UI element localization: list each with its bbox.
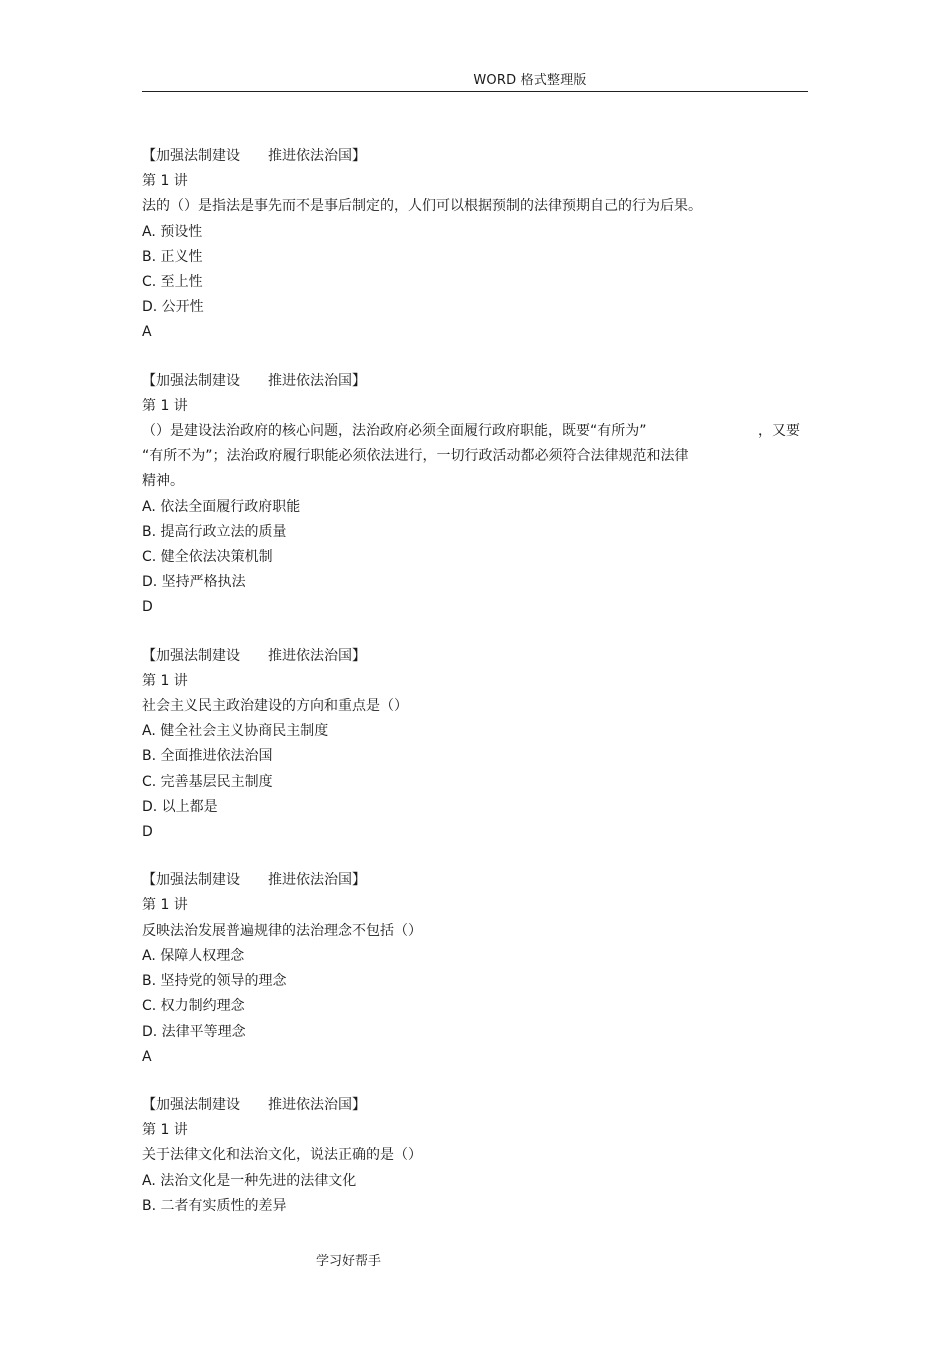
lecture-label: 第 1 讲 [142, 897, 188, 914]
category-label-tail: 推进依法治国】 [268, 872, 366, 889]
question-stem-line-2: “有所不为”；法治政府履行职能必须依法进行，一切行政活动都必须符合法律规范和法律 [142, 448, 689, 465]
option-c: C. 至上性 [142, 274, 203, 291]
option-a: A. 法治文化是一种先进的法律文化 [142, 1172, 357, 1189]
category-label-tail: 推进依法治国】 [268, 647, 366, 664]
question-stem: 法的（）是指法是事先而不是事后制定的，人们可以根据预制的法律预期自己的行为后果。 [142, 198, 702, 215]
header-divider [142, 91, 808, 92]
option-c: C. 权力制约理念 [142, 998, 245, 1015]
option-d: D. 坚持严格执法 [142, 574, 246, 591]
question-stem-part: （）是建设法治政府的核心问题，法治政府必须全面履行政府职能，既要“有所为” [142, 423, 647, 440]
category-label: 【加强法制建设 [142, 148, 240, 164]
option-b: B. 提高行政立法的质量 [142, 523, 287, 540]
option-c: C. 健全依法决策机制 [142, 549, 273, 566]
option-d: D. 以上都是 [142, 798, 218, 815]
lecture-label: 第 1 讲 [142, 672, 188, 689]
page-footer-text: 学习好帮手 [316, 1254, 382, 1269]
option-b: B. 全面推进依法治国 [142, 748, 273, 765]
question-block [142, 868, 808, 1070]
page-header-title: WORD 格式整理版 [473, 73, 587, 88]
lecture-label: 第 1 讲 [142, 1122, 188, 1139]
category-line [142, 1093, 808, 1118]
category-label-tail: 推进依法治国】 [268, 148, 366, 164]
category-line [142, 369, 808, 394]
question-stem: 反映法治发展普遍规律的法治理念不包括（） [142, 922, 422, 939]
question-stem: 关于法律文化和法治文化，说法正确的是（） [142, 1147, 422, 1164]
option-b: B. 正义性 [142, 248, 203, 265]
question-block [142, 144, 808, 346]
category-label: 【加强法制建设 [142, 372, 240, 389]
category-label: 【加强法制建设 [142, 647, 240, 664]
question-block [142, 644, 808, 846]
answer: A [142, 1048, 152, 1065]
question-stem: 社会主义民主政治建设的方向和重点是（） [142, 698, 408, 715]
option-a: A. 依法全面履行政府职能 [142, 498, 301, 515]
lecture-label: 第 1 讲 [142, 173, 188, 190]
category-label: 【加强法制建设 [142, 872, 240, 889]
category-label-tail: 推进依法治国】 [268, 1096, 366, 1113]
option-a: A. 保障人权理念 [142, 947, 245, 964]
category-line [142, 144, 808, 169]
question-stem-line-1 [142, 419, 808, 444]
answer: D [142, 824, 153, 841]
option-c: C. 完善基层民主制度 [142, 773, 273, 790]
option-d: D. 公开性 [142, 299, 204, 316]
category-label-tail: 推进依法治国】 [268, 372, 366, 389]
category-line [142, 644, 808, 669]
question-block [142, 369, 808, 621]
category-label: 【加强法制建设 [142, 1096, 240, 1113]
option-b: B. 坚持党的领导的理念 [142, 973, 287, 990]
question-stem-line-3: 精神。 [142, 473, 184, 490]
answer: A [142, 324, 152, 341]
document-body [142, 144, 808, 1242]
option-b: B. 二者有实质性的差异 [142, 1197, 287, 1214]
option-a: A. 健全社会主义协商民主制度 [142, 723, 329, 740]
question-stem-part: ，又要 [758, 423, 800, 440]
option-d: D. 法律平等理念 [142, 1023, 246, 1040]
answer: D [142, 599, 153, 616]
category-line [142, 868, 808, 893]
option-a: A. 预设性 [142, 223, 203, 240]
lecture-label: 第 1 讲 [142, 397, 188, 414]
question-block [142, 1093, 808, 1219]
